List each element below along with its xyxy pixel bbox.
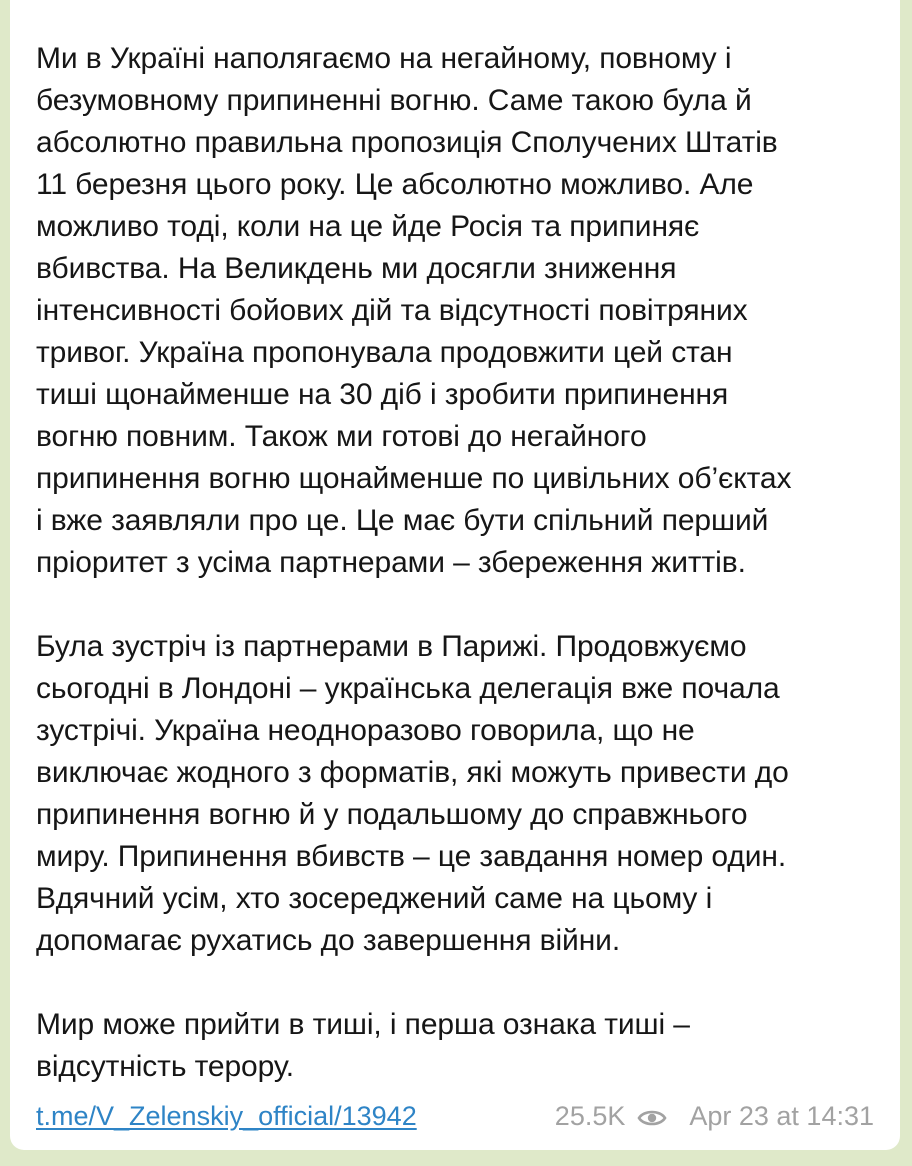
message-bubble[interactable] [10,0,900,1150]
message-footer [36,1096,874,1136]
message-paragraph-2: Була зустріч із партнерами в Парижі. Продовжуємо сьогодні в Лондоні – українська делегація вже почала зустрічі. Україна неодноразово говорила, що не виключає жодного з форматів, які можуть привести до припинення вогню й у подальшому до справжнього миру. Припинення вбивств – це завдання номер один. Вдячний усім, хто зосереджений саме на цьому і допомагає рухатись до завершення війни. [36,630,789,957]
message-paragraph-1: Ми в Україні наполягаємо на негайному, повному і безумовному припиненні вогню. Саме такою була й абсолютно правильна пропозиція Сполучених Штатів 11 березня цього року. Це абсолютно можливо. Але можливо тоді, коли на це йде Росія та припиняє вбивства. На Великдень ми досягли зниження інтенсивності бойових дій та відсутності повітряних тривог. Україна пропонувала продовжити цей стан тиші щонайменше на 30 діб і зробити припинення вогню повним. Також ми готові до негайного припинення вогню щонайменше по цивільних об’єктах і вже заявляли про це. Це має бути спільний перший пріоритет з усіма партнерами – збереження життів. [36,42,792,579]
view-count: 25.5K [554,1100,626,1131]
post-link[interactable]: t.me/V_Zelenskiy_official/13942 [36,1100,417,1131]
message-meta [555,1101,874,1132]
message-paragraph-3: Мир може прийти в тиші, і перша ознака тиші – відсутність терору. [36,1008,690,1083]
eye-icon [637,1105,667,1127]
message-timestamp: Apr 23 at 14:31 [689,1100,874,1131]
